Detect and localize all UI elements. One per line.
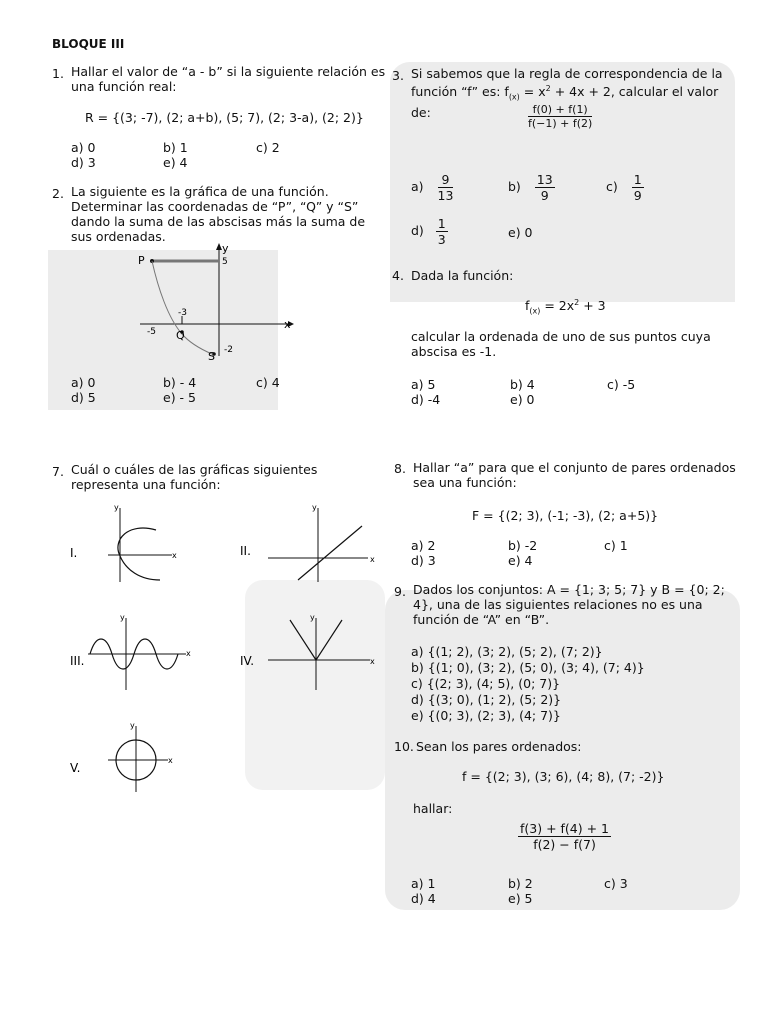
q9-answer-a: a) {(1; 2), (3; 2), (5; 2), (7; 2)} — [411, 644, 603, 659]
q3-answer-c-label: c) — [606, 179, 618, 194]
q2-graph-m3-label: -3 — [178, 308, 187, 318]
q3-fraction-den: f(−1) + f(2) — [528, 117, 593, 130]
q7-graph-5-y: y — [130, 721, 135, 730]
q7-text: Cuál o cuáles de las gráficas siguientes representa una función: — [71, 462, 318, 492]
q3-text-b: = x — [519, 84, 546, 100]
q3-fraction — [528, 103, 592, 130]
q3-answer-c-num: 1 — [633, 172, 642, 187]
q9-answer-c: c) {(2; 3), (4; 5), (0; 7)} — [411, 676, 561, 691]
q7-graph-5 — [68, 716, 188, 796]
q10-fraction-num: f(3) + f(4) + 1 — [520, 821, 610, 836]
q4-answer-d: d) -4 — [411, 392, 441, 407]
q8-set: F = {(2; 3), (-1; -3), (2; a+5)} — [472, 508, 659, 523]
q8-answer-b: b) -2 — [508, 538, 538, 553]
q10-set: f = {(2; 3), (3; 6), (4; 8), (7; -2)} — [462, 769, 665, 784]
q7-graph-2 — [238, 500, 378, 585]
q4-text2: calcular la ordenada de uno de sus puntos cuya abscisa es -1. — [411, 329, 711, 359]
q3-answer-b — [508, 172, 555, 203]
q3-text-c: + 4x + 2, calcular el valor de: — [411, 84, 719, 120]
q4-formula-f: f — [525, 298, 530, 314]
q9-answer-e: e) {(0; 3), (2; 3), (4; 7)} — [411, 708, 561, 723]
q1-answer-d: d) 3 — [71, 155, 96, 170]
q7-graph-3 — [68, 612, 198, 692]
q3-sub-x: (x) — [508, 92, 520, 102]
q4-answer-b: b) 4 — [510, 377, 535, 392]
q2-answer-d: d) 5 — [71, 390, 96, 405]
q1-text: Hallar el valor de “a - b” si la siguiente relación es una función real: — [71, 64, 386, 94]
q8-answer-e: e) 4 — [508, 553, 533, 568]
q2-graph-s-label: S — [208, 350, 215, 363]
q2-graph-p-label: P — [138, 254, 145, 267]
q10-answer-a: a) 1 — [411, 876, 436, 891]
q1-answer-e: e) 4 — [163, 155, 188, 170]
q3-answer-b-frac — [535, 172, 555, 203]
q3-answer-d-den: 3 — [437, 232, 446, 247]
q3-answer-a-label: a) — [411, 179, 424, 194]
q2-graph-y-label: y — [222, 242, 229, 255]
q3-answer-c — [606, 172, 644, 203]
q10-answer-c: c) 3 — [604, 876, 628, 891]
q3-sup-2: 2 — [545, 84, 551, 93]
q8-text: Hallar “a” para que el conjunto de pares ordenados sea una función: — [413, 460, 736, 490]
q7-graph-1-y: y — [114, 503, 119, 512]
q3-answer-c-den: 9 — [633, 188, 642, 203]
q7-number: 7. — [52, 464, 64, 479]
q2-graph-5-label: 5 — [222, 257, 228, 267]
q7-graph-5-x: x — [168, 756, 173, 765]
q9-answer-d: d) {(3; 0), (1; 2), (5; 2)} — [411, 692, 562, 707]
q4-formula-end: + 3 — [579, 298, 606, 314]
page-title: BLOQUE III — [52, 37, 125, 51]
q2-graph-m2-label: -2 — [224, 345, 233, 355]
q3-answer-d — [411, 216, 448, 247]
q3-answer-c-frac — [632, 172, 644, 203]
q7-graph-3-x: x — [186, 649, 191, 658]
q2-answer-c: c) 4 — [256, 375, 280, 390]
q2-graph — [130, 238, 300, 368]
q9-answer-b: b) {(1; 0), (3; 2), (5; 0), (3; 4), (7; 4)} — [411, 660, 645, 675]
q1-number: 1. — [52, 66, 64, 81]
q3-answer-b-den: 9 — [540, 188, 549, 203]
q3-answer-a-num: 9 — [438, 172, 454, 188]
q3-answer-a — [411, 172, 453, 203]
q1-relation: R = {(3; -7), (2; a+b), (5; 7), (2; 3-a), (2; 2)} — [85, 110, 364, 125]
q7-graph-1-label: I. — [70, 546, 78, 560]
q8-answer-c: c) 1 — [604, 538, 628, 553]
q4-formula-sup: 2 — [574, 298, 580, 307]
q10-text: Sean los pares ordenados: — [416, 739, 582, 754]
q3-answer-b-label: b) — [508, 179, 521, 194]
q3-answer-d-frac — [436, 216, 448, 247]
q10-fraction-den: f(2) − f(7) — [533, 837, 596, 852]
q4-formula — [525, 298, 606, 316]
q3-answer-d-label: d) — [411, 223, 424, 238]
q9-number: 9. — [394, 584, 406, 599]
q1-answer-b: b) 1 — [163, 140, 188, 155]
q10-answer-e: e) 5 — [508, 891, 533, 906]
q2-graph-x-label: x — [284, 318, 291, 331]
q8-answer-a: a) 2 — [411, 538, 436, 553]
q2-graph-m5-label: -5 — [147, 327, 156, 337]
q2-text: La siguiente es la gráfica de una función. Determinar las coordenadas de “P”, “Q” y “S” dando la suma de las abscisas más la suma de sus ordenadas. — [71, 184, 366, 244]
q7-graph-1-x: x — [172, 551, 177, 560]
q4-text: Dada la función: — [411, 268, 514, 283]
q2-answer-a: a) 0 — [71, 375, 96, 390]
q1-answer-a: a) 0 — [71, 140, 96, 155]
q7-graph-4 — [238, 612, 378, 692]
q7-graph-3-y: y — [120, 613, 125, 622]
q4-number: 4. — [392, 268, 404, 283]
q3-fraction-num: f(0) + f(1) — [528, 103, 592, 117]
q10-fraction — [518, 821, 611, 852]
q10-answer-b: b) 2 — [508, 876, 533, 891]
q2-graph-q-label: Q — [176, 329, 185, 342]
q10-answer-d: d) 4 — [411, 891, 436, 906]
q7-graph-3-label: III. — [70, 654, 85, 668]
q2-answer-e: e) - 5 — [163, 390, 196, 405]
q4-answer-c: c) -5 — [607, 377, 636, 392]
q7-graph-2-y: y — [312, 503, 317, 512]
q3-answer-a-frac — [438, 172, 454, 203]
q3-text-a: Si sabemos que la regla de correspondencia de la función “f” es: f — [411, 66, 723, 100]
q7-graph-1 — [68, 500, 188, 585]
q7-graph-5-label: V. — [70, 761, 81, 775]
q1-answer-c: c) 2 — [256, 140, 280, 155]
q3-answer-e: e) 0 — [508, 225, 533, 240]
q7-graph-2-x: x — [370, 555, 375, 564]
q7-graph-4-label: IV. — [240, 654, 255, 668]
q10-hallar: hallar: — [413, 801, 453, 816]
q10-number: 10. — [394, 739, 414, 754]
q9-text: Dados los conjuntos: A = {1; 3; 5; 7} y B = {0; 2; 4}, una de las siguientes relaciones no es una función de “A” en “B”. — [413, 582, 725, 627]
q4-formula-sub: (x) — [529, 306, 541, 316]
q7-graph-4-x: x — [370, 657, 375, 666]
q3-number: 3. — [392, 68, 404, 83]
q4-answer-a: a) 5 — [411, 377, 436, 392]
q4-answer-e: e) 0 — [510, 392, 535, 407]
q4-formula-rest: = 2x — [540, 298, 575, 314]
q7-graph-2-label: II. — [240, 544, 251, 558]
q2-answer-b: b) - 4 — [163, 375, 197, 390]
q8-answer-d: d) 3 — [411, 553, 436, 568]
q8-number: 8. — [394, 461, 406, 476]
q3-answer-d-num: 1 — [437, 216, 446, 231]
q3-answer-a-den: 13 — [437, 188, 454, 203]
q2-number: 2. — [52, 186, 64, 201]
q3-answer-b-num: 13 — [536, 172, 553, 187]
q7-graph-4-y: y — [310, 613, 315, 622]
